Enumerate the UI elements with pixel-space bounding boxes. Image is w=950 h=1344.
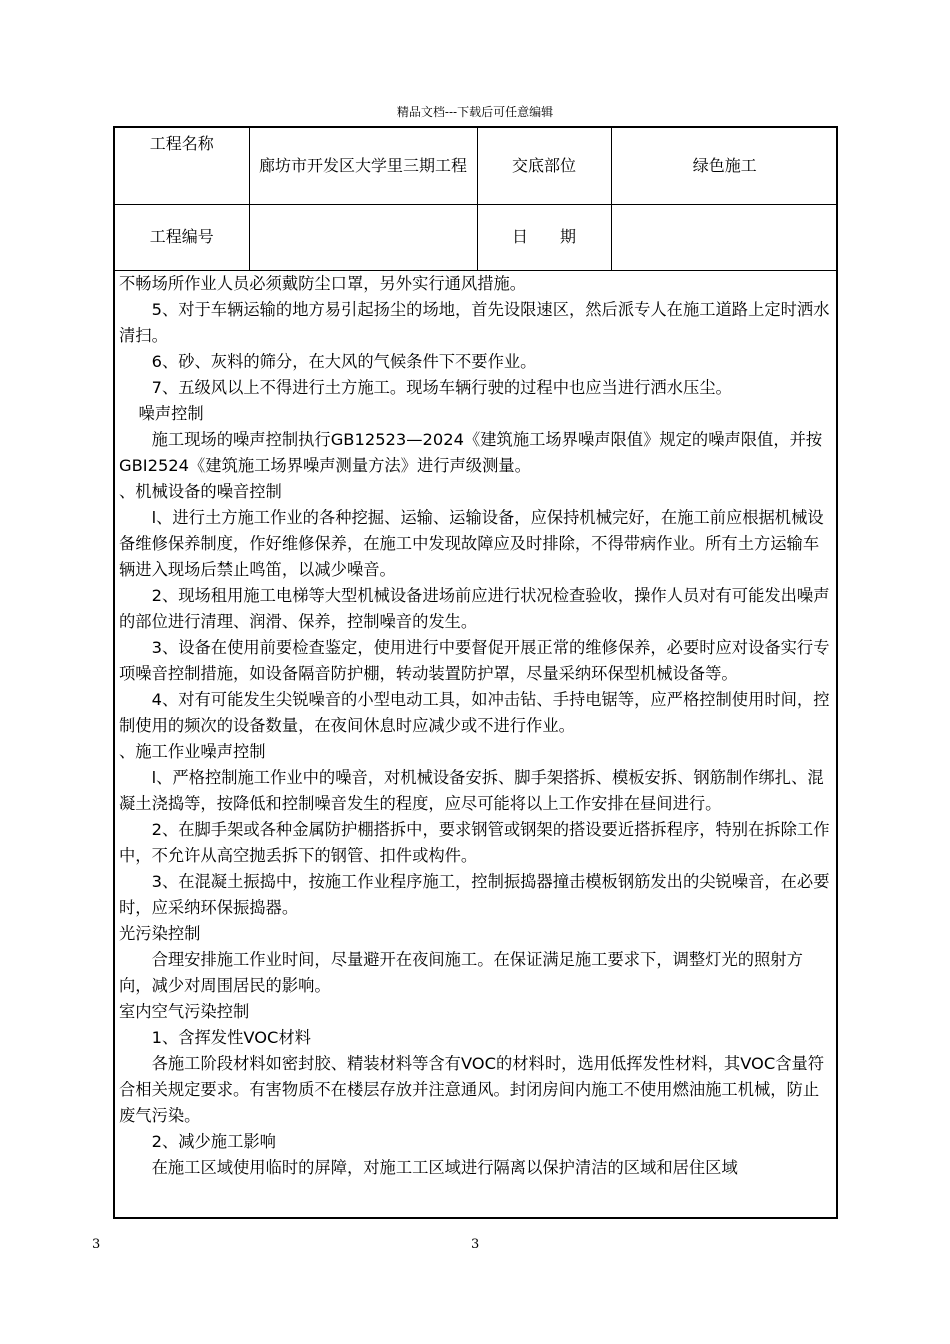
content-paragraph: 4、对有可能发生尖锐噪音的小型电动工具，如冲击钻、手持电锯等，应严格控制使用时间，控制使用的频次的设备数量，在夜间休息时应减少或不进行作业。 [119,689,830,735]
footer-page-number-center: 3 [471,1237,480,1252]
content-paragraph: 2、在脚手架或各种金属防护棚搭拆中，要求钢管或钢架的搭设要近搭拆程序，特别在拆除工作中，不允许从高空抛丢拆下的钢管、扣件或构件。 [119,819,830,865]
content-paragraph: 、施工作业噪声控制 [119,741,266,761]
content-paragraph: 各施工阶段材料如密封胶、精装材料等含有VOC的材料时，选用低挥发性材料，其VOC含量符合相关规定要求。有害物质不在楼层存放并注意通风。封闭房间内施工不使用燃油施工机械，防止废气污染。 [119,1053,825,1125]
content-paragraph: l、严格控制施工作业中的噪音，对机械设备安拆、脚手架搭拆、模板安拆、钢筋制作绑扎、混凝土浇捣等，按降低和控制噪音发生的程度，应尽可能将以上工作安排在昼间进行。 [119,767,824,813]
project-number-label: 工程编号 [115,204,249,270]
content-paragraph: 合理安排施工作业时间，尽量避开在夜间施工。在保证满足施工要求下，调整灯光的照射方向，减少对周围居民的影响。 [119,949,803,995]
project-number-value [249,204,477,270]
content-paragraph: 6、砂、灰料的筛分，在大风的气候条件下不要作业。 [151,351,537,371]
content-paragraph: 在施工区域使用临时的屏障，对施工工区域进行隔离以保护清洁的区域和居住区域 [151,1157,738,1177]
content-paragraph: 2、现场租用施工电梯等大型机械设备进场前应进行状况检查验收，操作人员对有可能发出噪声的部位进行清理、润滑、保养，控制噪音的发生。 [119,585,830,631]
content-paragraph: 2、减少施工影响 [151,1131,276,1151]
date-label: 日 期 [477,204,611,270]
content-paragraph: 光污染控制 [119,923,201,943]
project-name-value: 廊坊市开发区大学里三期工程 [249,128,477,204]
project-name-label: 工程名称 [115,128,249,204]
content-paragraph: 3、设备在使用前要检查鉴定，使用进行中要督促开展正常的维修保养，必要时应对设备实行专项噪音控制措施，如设备隔音防护棚，转动装置防护罩，尽量采纳环保型机械设备等。 [119,637,830,683]
content-paragraph: 施工现场的噪声控制执行GB12523—2024《建筑施工场界噪声限值》规定的噪声限值，并按GBI2524《建筑施工场界噪声测量方法》进行声级测量。 [119,429,823,475]
disclosure-content [115,271,836,1181]
footer-page-number-left: 3 [92,1237,101,1252]
content-paragraph: 室内空气污染控制 [119,1001,250,1021]
content-paragraph: 噪声控制 [138,403,204,423]
disclosure-sheet [113,126,838,1219]
content-paragraph: 不畅场所作业人员必须戴防尘口罩，另外实行通风措施。 [119,273,527,293]
page-header-note: 精品文档---下载后可任意编辑 [396,105,554,119]
disclosure-part-value: 绿色施工 [611,128,838,204]
content-paragraph: l、进行土方施工作业的各种挖掘、运输、运输设备，应保持机械完好，在施工前应根据机械设备维修保养制度，作好维修保养，在施工中发现故障应及时排除，不得带病作业。所有土方运输车辆进入现场后禁止鸣笛，以减少噪音。 [119,507,824,579]
content-paragraph: 、机械设备的噪音控制 [119,481,282,501]
date-value [611,204,838,270]
content-paragraph: 7、五级风以上不得进行土方施工。现场车辆行驶的过程中也应当进行洒水压尘。 [151,377,732,397]
disclosure-part-label: 交底部位 [477,128,611,204]
content-paragraph: 1、含挥发性VOC材料 [151,1027,311,1047]
content-paragraph: 5、对于车辆运输的地方易引起扬尘的场地，首先设限速区，然后派专人在施工道路上定时洒水清扫。 [119,299,830,345]
project-info-table [115,128,838,271]
content-paragraph: 3、在混凝土振捣中，按施工作业程序施工，控制振捣器撞击模板钢筋发出的尖锐噪音，在必要时，应采纳环保振捣器。 [119,871,830,917]
